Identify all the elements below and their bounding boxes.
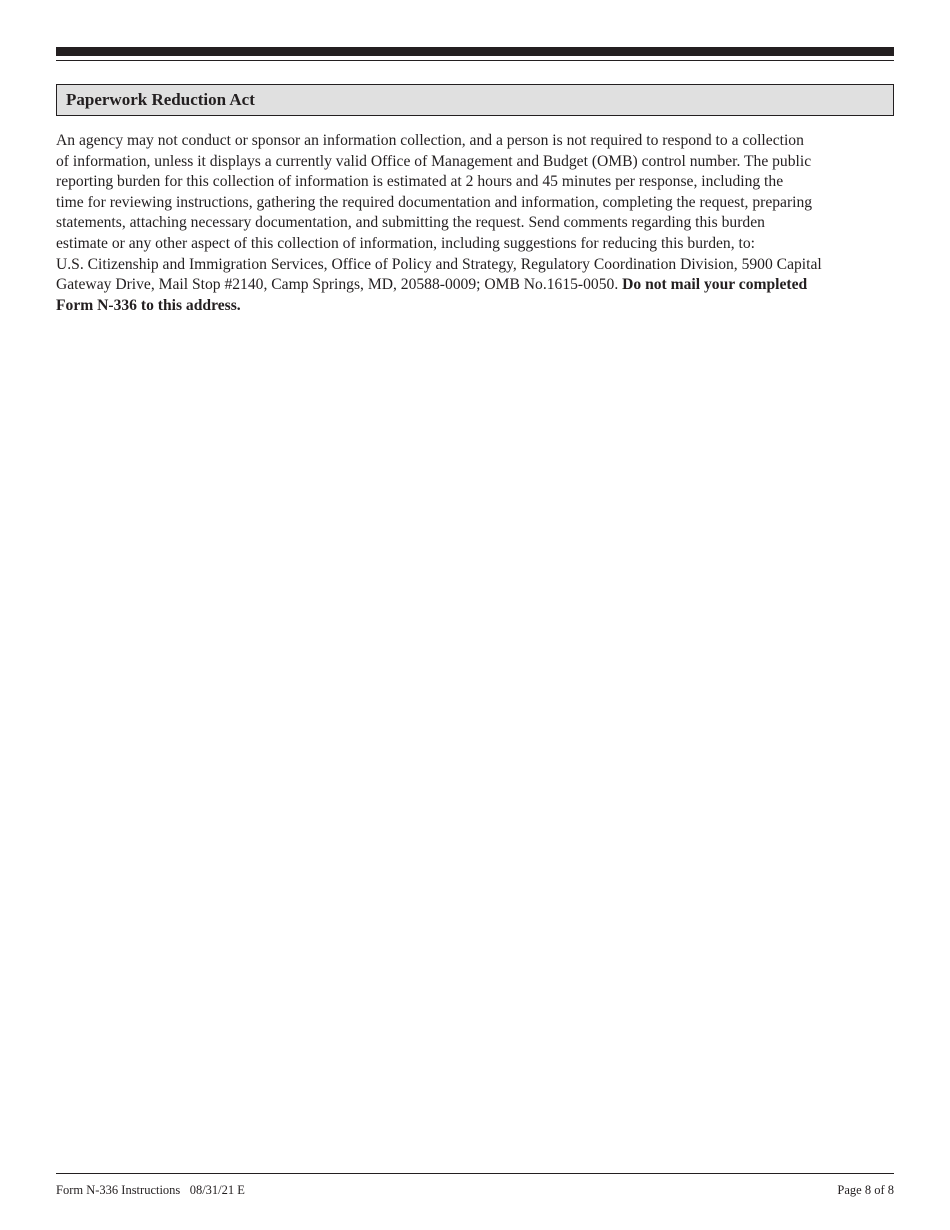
paragraph-line: estimate or any other aspect of this collection of information, including suggestions for reducing this burden, to:	[56, 234, 755, 252]
paragraph-line-with-bold	[56, 275, 896, 296]
paragraph-line: An agency may not conduct or sponsor an information collection, and a person is not required to respond to a collection	[56, 132, 804, 149]
paragraph-line-bold	[56, 296, 896, 317]
section-header	[56, 84, 894, 116]
footer-form-info	[56, 1183, 245, 1198]
paperwork-paragraph	[56, 131, 896, 316]
mail-warning-bold-end: Form N-336 to this address.	[56, 296, 241, 314]
footer-edition: 08/31/21 E	[189, 1183, 245, 1197]
paragraph-line: U.S. Citizenship and Immigration Services, Office of Policy and Strategy, Regulatory Coordination Division, 5900 Capital	[56, 255, 822, 273]
paragraph-line: time for reviewing instructions, gathering the required documentation and information, completing the request, preparing	[56, 193, 813, 211]
section-title: Paperwork Reduction Act	[66, 90, 255, 109]
paragraph-line: reporting burden for this collection of information is estimated at 2 hours and 45 minutes per response, including the	[56, 173, 784, 191]
top-thick-rule	[56, 47, 894, 56]
paragraph-line: of information, unless it displays a currently valid Office of Management and Budget (OMB) control number. The public	[56, 152, 812, 170]
mail-warning-bold: Do not mail your completed	[622, 276, 808, 294]
paragraph-line: Gateway Drive, Mail Stop #2140, Camp Springs, MD, 20588-0009; OMB No.1615-0050.	[56, 276, 619, 294]
paragraph-line: statements, attaching necessary documentation, and submitting the request. Send comments regarding this burden	[56, 214, 765, 232]
footer-form-id: Form N-336 Instructions	[56, 1183, 181, 1197]
top-thin-rule	[56, 60, 894, 61]
footer-rule	[56, 1173, 894, 1174]
footer-page-number: Page 8 of 8	[837, 1183, 894, 1197]
